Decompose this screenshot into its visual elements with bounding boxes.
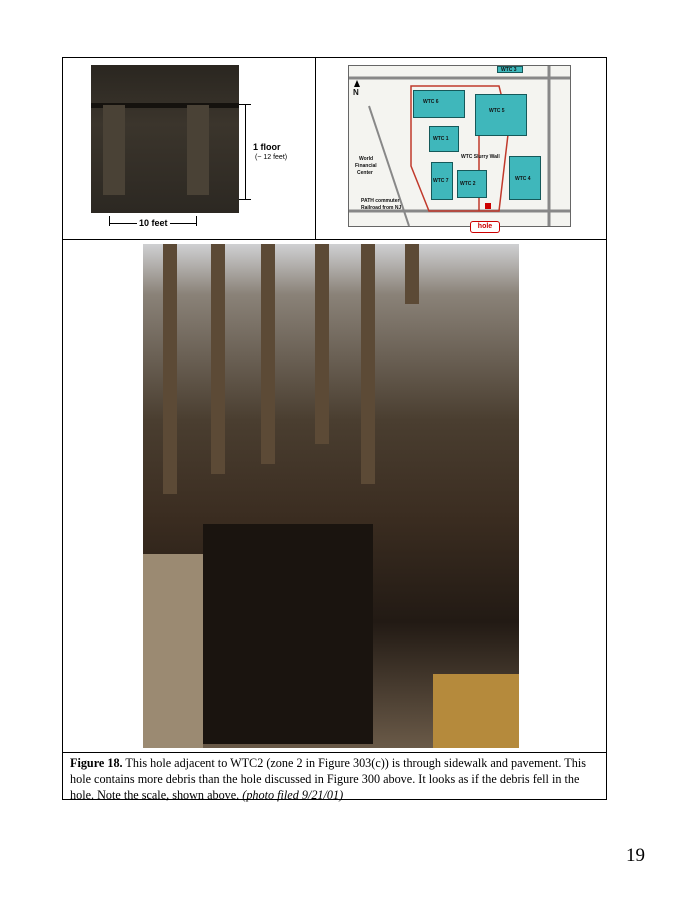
map-label-wtc2: WTC 2 [460, 181, 476, 187]
north-arrow-icon [354, 80, 360, 87]
floor-label: 1 floor [253, 142, 281, 152]
figure-caption [70, 755, 600, 803]
photo-pillar-left [103, 105, 125, 195]
site-map [348, 65, 571, 227]
photo-column [361, 244, 375, 484]
photo-pillar-right [187, 105, 209, 195]
photo-column [261, 244, 275, 464]
photo-column [405, 244, 419, 304]
floor-dimension-tick-top [239, 104, 251, 105]
page-number: 19 [626, 845, 645, 866]
map-label-slurry: WTC Slurry Wall [461, 154, 500, 160]
map-label-wtc3-top: WTC 3 [501, 67, 517, 73]
map-label-wfc-1: World [359, 156, 374, 162]
map-label-wtc4: WTC 4 [515, 176, 531, 182]
photo-column [163, 244, 177, 494]
north-arrow-label: N [353, 88, 359, 97]
map-label-path-2: Railroad from NJ [361, 205, 402, 211]
hole-callout: hole [470, 221, 500, 233]
building-wtc5 [475, 94, 527, 136]
map-label-wfc-2: Financial [355, 163, 377, 169]
caption-text: This hole adjacent to WTC2 (zone 2 in Figure 303(c)) is through sidewalk and pavement. This hole contains more debris than the hole discussed in Figure 300 above. It looks as if the debris fell in the hole. Note the scale, shown above. [70, 756, 586, 802]
caption-divider [63, 752, 606, 753]
photo-column [315, 244, 329, 444]
map-label-wtc5: WTC 5 [489, 108, 505, 114]
map-label-wfc-3: Center [357, 170, 373, 176]
building-wtc6 [413, 90, 465, 118]
divider-horizontal [63, 239, 606, 240]
width-label: 10 feet [139, 218, 168, 228]
photo-debris-left [143, 554, 203, 748]
photo-hole [203, 524, 373, 744]
debris-photo [143, 244, 519, 748]
map-label-wtc6: WTC 6 [423, 99, 439, 105]
floor-sub-label: (~ 12 feet) [255, 154, 288, 161]
figure-frame [62, 57, 607, 800]
photo-column [211, 244, 225, 474]
floor-dimension-tick-bottom [239, 199, 251, 200]
photo-debris-right [433, 674, 519, 748]
hole-marker [485, 203, 491, 209]
floor-dimension-line [245, 104, 246, 200]
map-label-wtc1: WTC 1 [433, 136, 449, 142]
photo-note: (photo filed 9/21/01) [242, 788, 344, 802]
figure-label: Figure 18. [70, 756, 123, 770]
divider-vertical [315, 58, 316, 239]
map-label-path-1: PATH commuter [361, 198, 400, 204]
width-dimension-tick-right [196, 216, 197, 226]
scale-photo [91, 65, 239, 213]
map-label-wtc7: WTC 7 [433, 178, 449, 184]
width-dimension-tick-left [109, 216, 110, 226]
